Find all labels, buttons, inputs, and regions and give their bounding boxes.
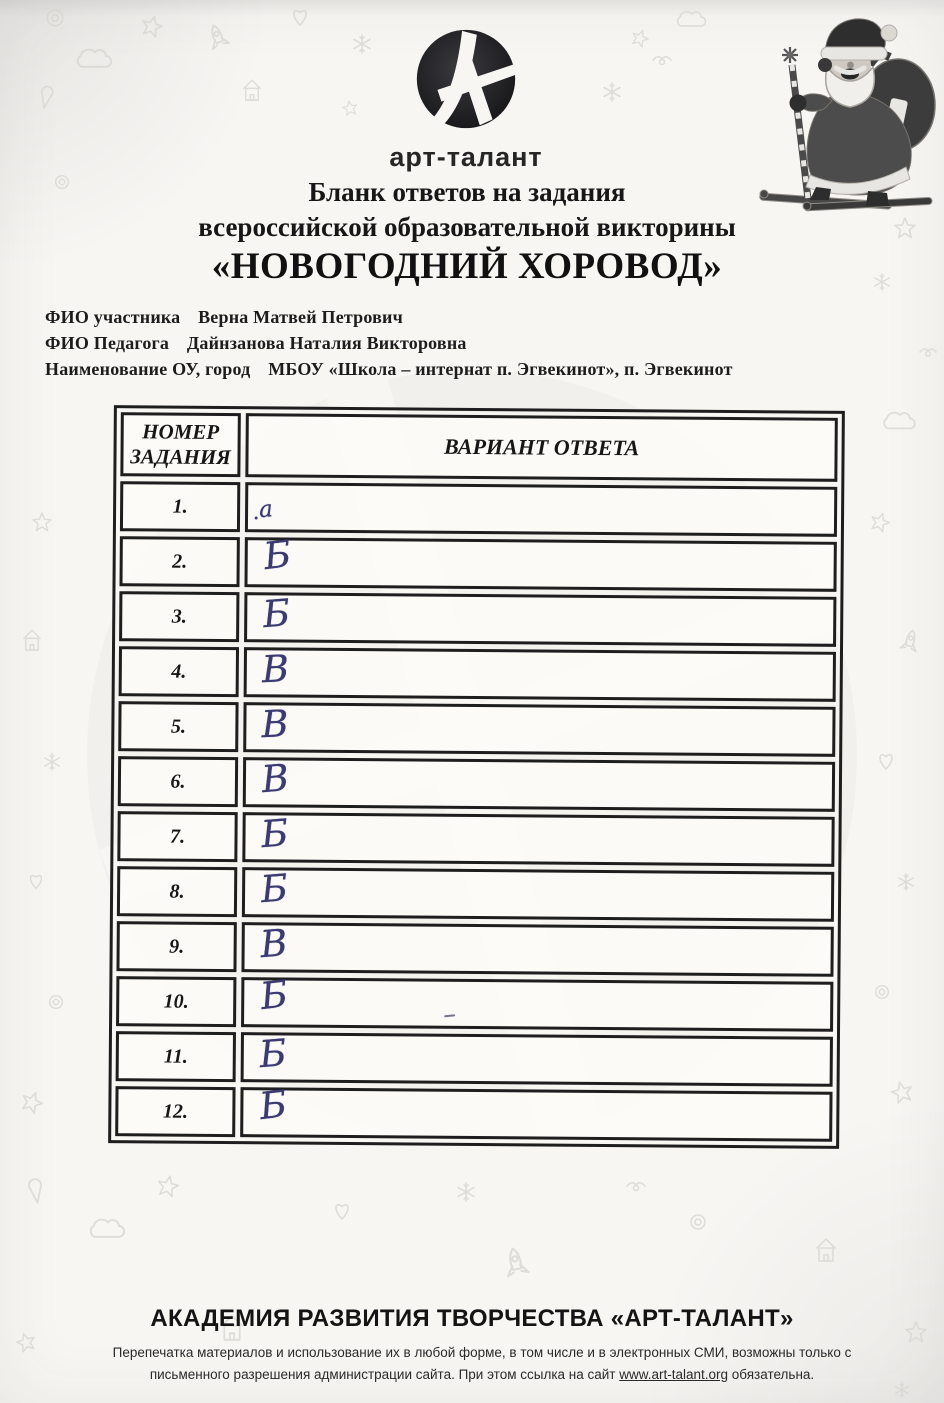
column-header-answer: ВАРИАНТ ОТВЕТА <box>245 413 837 482</box>
answer-row <box>117 866 834 922</box>
task-number: 2. <box>119 536 239 587</box>
answer-row <box>117 811 834 867</box>
column-header-task-number: НОМЕР ЗАДАНИЯ <box>120 412 240 477</box>
handwritten-answer: Б <box>259 811 290 857</box>
answer-row <box>119 591 836 647</box>
participant-field <box>45 304 914 330</box>
santa-nose <box>847 62 854 69</box>
task-number: 7. <box>117 811 237 862</box>
brand-name: арт-талант <box>389 142 543 172</box>
handwritten-answer: Б <box>261 591 292 637</box>
answer-row <box>118 701 835 757</box>
answer-cell <box>243 757 835 812</box>
answer-row <box>120 481 837 537</box>
task-number: 1. <box>120 481 240 532</box>
answer-cell <box>242 867 834 922</box>
answer-row <box>118 756 835 812</box>
task-number: 5. <box>118 701 238 752</box>
answers-table <box>108 405 845 1149</box>
participant-info <box>45 304 914 382</box>
santa-earmuff <box>818 58 832 72</box>
participant-field-label: ФИО участника <box>45 307 181 327</box>
participant-field-value: Дайнзанова Наталия Викторовна <box>186 333 467 353</box>
handwritten-answer: В <box>260 702 290 747</box>
answer-row <box>116 921 833 977</box>
answer-cell <box>244 532 836 592</box>
handwritten-answer: а <box>258 496 274 524</box>
santa-mitten <box>790 95 807 112</box>
task-number: 4. <box>119 646 239 697</box>
task-number: 10. <box>116 976 236 1027</box>
participant-field-value: Верна Матвей Петрович <box>198 307 403 327</box>
answer-cell <box>245 482 837 537</box>
task-number: 3. <box>119 591 239 642</box>
notice-text-start: Перепечатка материалов и использование их в любой форме, в том числе и в электронных СМИ, возможны только с письменного разрешения администрации сайта. При этом ссылка на сайт <box>112 1345 852 1382</box>
answer-row <box>116 1031 833 1087</box>
form-subtitle-line1: Бланк ответов на задания <box>308 177 626 207</box>
handwritten-answer: Б <box>257 1082 290 1129</box>
task-number: 6. <box>118 756 238 807</box>
answer-cell <box>240 1082 832 1142</box>
task-number: 8. <box>117 866 237 917</box>
answer-cell <box>241 1032 833 1087</box>
hat-fur-band <box>821 47 887 60</box>
answer-cell <box>241 972 833 1032</box>
copyright-notice <box>72 1342 892 1385</box>
answer-cell <box>241 922 833 977</box>
answer-cell <box>243 702 835 757</box>
hat-pompom <box>881 25 897 41</box>
answer-row <box>116 972 833 1032</box>
task-number: 12. <box>115 1086 235 1137</box>
handwritten-answer: Б <box>258 972 291 1019</box>
handwritten-answer: Б <box>261 532 294 579</box>
handwritten-answer: В <box>258 921 290 967</box>
answer-row <box>115 1082 832 1142</box>
answer-row <box>119 532 836 592</box>
handwritten-answer: В <box>259 756 291 802</box>
answer-cell <box>244 592 836 647</box>
participant-field <box>45 356 914 382</box>
handwritten-answer: Б <box>259 866 290 912</box>
site-url: www.art-talant.org <box>619 1366 729 1382</box>
art-talant-logo <box>407 20 525 138</box>
handwritten-answer: В <box>260 647 290 692</box>
academy-title: АКАДЕМИЯ РАЗВИТИЯ ТВОРЧЕСТВА «АРТ-ТАЛАНТ» <box>150 1305 794 1332</box>
participant-field-label: ФИО Педагога <box>45 333 170 353</box>
answer-row <box>119 646 836 702</box>
handwritten-answer: Б <box>257 1031 289 1077</box>
task-number: 11. <box>116 1031 236 1082</box>
table-header-row <box>120 412 837 482</box>
task-number: 9. <box>116 921 236 972</box>
quiz-title: «НОВОГОДНИЙ ХОРОВОД» <box>211 246 723 287</box>
notice-text-end: обязательна. <box>728 1366 815 1382</box>
answer-cell <box>242 812 834 867</box>
participant-field-value: МБОУ «Школа – интернат п. Эгвекинот», п. Эгвекинот <box>268 359 733 379</box>
participant-field <box>45 330 914 356</box>
form-subtitle-line2: всероссийской образовательной викторины <box>198 212 736 242</box>
participant-field-label: Наименование ОУ, город <box>45 359 251 379</box>
answer-cell <box>244 647 836 702</box>
